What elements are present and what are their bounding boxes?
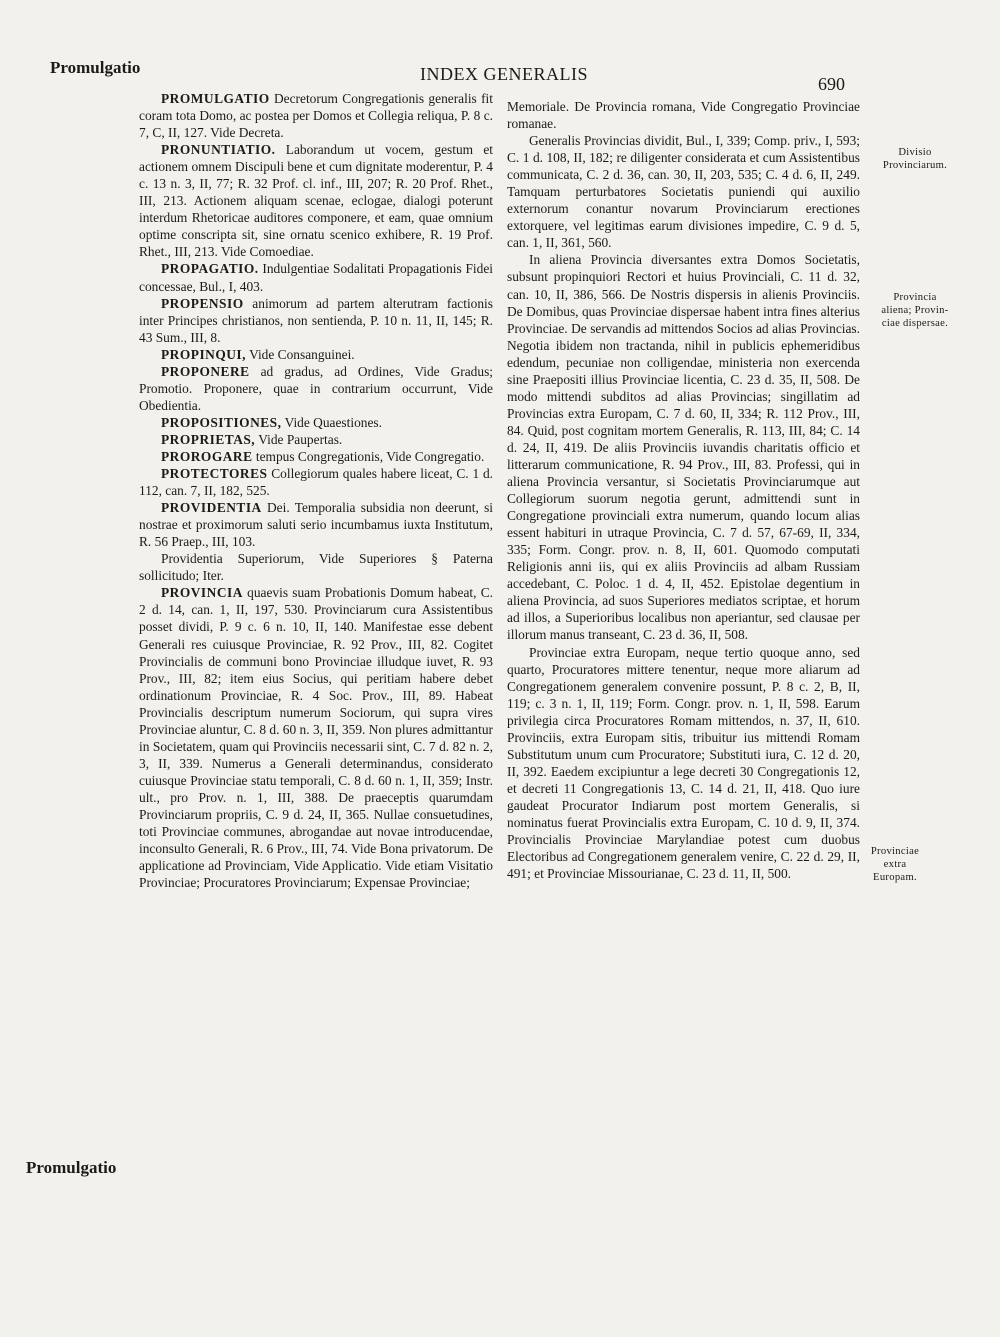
index-entry — [139, 141, 493, 260]
marginal-note-extra-europam — [840, 845, 950, 884]
entry-text: Generalis Provincias dividit, Bul., I, 339; Comp. priv., I, 593; C. 1 d. 108, II, 182; re diligenter considerata et cum Assistentibus communicata, C. 2 d. 36, can. 30, II, 203, 535; C. 4 d. 6, II, 249. Tamquam perturbatores Societatis puniendi qui auxilio externorum conantur novarum Provinciarum erectiones extorquere, vel legitimas earum divisiones impedire, C. 9 d. 5, can. 1, II, 361, 560. — [507, 133, 860, 251]
marginal-line: Provinciarum. — [882, 160, 948, 171]
index-entry — [139, 363, 493, 414]
index-entry — [139, 90, 493, 141]
entry-text: quaevis suam Probationis Domum habeat, C. 2 d. 14, can. 1, II, 197, 530. Provinciarum cura Assistentibus posset dividi, P. 9 c. 6 n. 10, II, 140. Manifestae esse debent Generali res cuiusque Provinciae, R. 92 Prov., III, 82. Cogitet Provincialis de communi bono Provinciae illudque iuvet, R. 93 Prov., III, 82; item eius Socius, qui peritiam habere debet ordinationum Provinciae, R. 4 Soc. Prov., III, 89. Habeat Provincialis descriptum numerum Sociorum, qui supra vires Provinciae aluntur, C. 8 d. 60 n. 3, II, 359. Non plures admittantur in Societatem, quam qui Provinciis necessarii sint, C. 7 d. 82 n. 2, 3, II, 339. Numerus a Generali determinandus, considerato cuiusque Provinciae statu temporali, C. 8 d. 60 n. 1, II, 359; Instr. ult., pro Prov. n. 1, III, 388. De praeceptis quarumdam Provinciarum propriis, C. 9 d. 24, II, 365. Nullae consuetudines, toti Provinciae communes, abrogandae aut novae introducendae, inconsulto Generali, R. 6 Prov., III, 74. Vide Bona privatorum. De applicatione ad Provinciam, Vide Applicatio. Vide etiam Visitatio Provinciae; Procuratores Provinciarum; Expensae Provinciae; — [139, 585, 493, 891]
index-entry — [139, 584, 493, 891]
entry-text: In aliena Provincia diversantes extra Domos Societatis, subsunt propinquiori Rectori et huius Provinciali, C. 11 d. 32, can. 10, II, 386, 566. De Nostris dispersis in alienis Provinciis. De Domibus, quas Provinciae dispersae habent intra fines alterius Provinciae. De servandis ad mittendos Socios ad alias Provincias. Negotia ibidem non tractanda, nihil in publicis ephemeridibus edendum, pecuniae non colligendae, ministeria non exercenda sine Praepositi illius Provinciae licentia, C. 23 d. 35, II, 508. De modo mittendi subditos ad alias Provincias; singillatim ad Provincias extra Europam, C. 7 d. 60, II, 334; R. 112 Prov., III, 84. Quid, post cognitam mortem Generalis, R. 113, III, 84; C. 14 d. 24, II, 419. De aliis Provinciis iuvandis charitatis officio et litterarum communicatione, R. 94 Prov., III, 83. Professi, qui in aliena Provincia versantur, si Societatis Provinciarumque aut Collegiorum suorum negotia gerunt, admittendi sunt in Congregatione provinciali extra numerum, quando locum alias essent habituri in utraque Provincia, C. 7 d. 57, 67-69, II, 334, 335; Form. Congr. prov. n. 8, II, 601. Quomodo computati Religionis anni iis, qui ex aliis Provinciis ad albam Russiam accedebant, C. Poloc. 1 d. 4, II, 452. Epistolae degentium in aliena Provincia, ad suos Superiores mediatos scriptae, et horum ad illos, a Superioribus localibus non aperiantur, sed clausae per illorum manus transeant, C. 23 d. 36, II, 508. — [507, 252, 860, 643]
entry-headword: PROPRIETAS, — [161, 431, 256, 447]
index-entry — [139, 499, 493, 550]
entry-headword: PROPOSITIONES, — [161, 414, 282, 430]
thumb-index-tab-top: Promulgatio — [50, 58, 141, 77]
entry-headword: PROTECTORES — [161, 466, 268, 482]
index-entry — [139, 295, 493, 346]
entry-headword: PROPONERE — [161, 363, 250, 379]
index-entry — [139, 550, 493, 584]
entry-text: Laborandum ut vocem, gestum et actionem omnem Discipuli bene et cum dignitate moderentur, P. 4 c. 13 n. 3, II, 77; R. 32 Prof. cl. inf., III, 207; R. 20 Prof. Rhet., III, 213. Actionem aliquam scenae, eclogae, dialogi poterunt interdum Rhetoricae auditores componere, et eam, quae omnium optime conscripta sit, sine ornatu scenico exhibere, R. 19 Prof. Rhet., III, 213. Vide Comoediae. — [139, 142, 493, 260]
entry-text: Decretorum Congregationis generalis fit coram tota Domo, ac postea per Domos et Collegia reliqua, P. 8 c. 7, C, II, 127. Vide Decreta. — [139, 91, 493, 141]
index-entry — [507, 98, 860, 132]
running-title: INDEX GENERALIS — [420, 64, 588, 84]
index-entry — [139, 260, 493, 294]
left-column — [139, 90, 493, 891]
thumb-index-tab-bottom: Promulgatio — [26, 1158, 117, 1177]
entry-headword: PROPAGATIO. — [161, 261, 259, 277]
entry-text: ad gradus, ad Ordines, Vide Gradus; Promotio. Proponere, quae in contrarium occurrunt, Vide Obedientia. — [139, 363, 493, 413]
index-entry — [139, 431, 493, 448]
marginal-line: Provinciae — [870, 846, 920, 857]
entry-text: Dei. Temporalia subsidia non deerunt, si nostrae et proximorum saluti serio incumbamus iuxta Institutum, R. 56 Praep., III, 103. — [139, 500, 493, 550]
page-number: 690 — [818, 74, 845, 94]
index-entry — [507, 644, 860, 883]
marginal-note-aliena — [860, 291, 970, 330]
marginal-line: ciae dispersae. — [881, 318, 949, 329]
entry-headword: PROPINQUI, — [161, 346, 246, 362]
entry-text: Indulgentiae Sodalitati Propagationis Fidei concessae, Bul., I, 403. — [139, 261, 493, 294]
entry-text: Vide Paupertas. — [255, 431, 343, 447]
marginal-line: Divisio — [898, 147, 932, 158]
entry-headword: PROROGARE — [161, 448, 253, 464]
right-column — [507, 98, 860, 882]
marginal-line: aliena; Provin- — [881, 305, 949, 316]
marginal-note-divisio — [860, 146, 970, 172]
entry-text: animorum ad partem alterutram factionis inter Principes christianos, non sentienda, P. 10 n. 11, II, 145; R. 43 Sum., III, 8. — [139, 295, 493, 345]
entry-text: Collegiorum quales habere liceat, C. 1 d. 112, can. 7, II, 182, 525. — [139, 466, 493, 499]
entry-headword: PROPENSIO — [161, 295, 244, 311]
index-entry — [507, 251, 860, 643]
marginal-line: Provincia — [893, 292, 937, 303]
entry-text: Vide Quaestiones. — [281, 414, 382, 430]
entry-headword: PROVIDENTIA — [161, 500, 262, 516]
entry-headword: PROMULGATIO — [161, 91, 270, 106]
marginal-line: Europam. — [873, 872, 917, 883]
entry-text: tempus Congregationis, Vide Congregatio. — [252, 448, 485, 464]
entry-text: Provinciae extra Europam, neque tertio quoque anno, sed quarto, Procuratores mittere tenentur, neque more aliarum ad Congregationem generalem convenire possunt, P. 8 c. 2, B, II, 119; c. 3 n. 1, II, 119; Form. Congr. prov. n. 1, II, 598. Earum privilegia circa Procuratores Romam mittendos, n. 37, II, 610. Provinciis, extra Europam sitis, tribuitur ius mittendi Romam Substitutum unum cum Procuratore; Substituti iura, C. 12 d. 20, II, 392. Eaedem excipiuntur a lege decreti 30 Congregationis 12, et decreti 11 Congregationis 13, C. 14 d. 21, II, 418. Quo iure gaudeat Procurator Indiarum post mortem Generalis, si nominatus fuerat Provincialis extra Europam, C. 10 d. 9, II, 374. Provincialis Provinciae Marylandiae potest cum duobus Electoribus ad Congregationem generalem venire, C. 22 d. 29, II, 491; et Provinciae Missourianae, C. 23 d. 11, II, 500. — [507, 644, 860, 882]
entry-headword: PRONUNTIATIO. — [161, 142, 276, 158]
entry-headword: PROVINCIA — [161, 585, 243, 601]
index-entry — [139, 346, 493, 363]
index-entry — [139, 465, 493, 499]
index-entry — [139, 448, 493, 465]
entry-text: Providentia Superiorum, Vide Superiores § Paterna sollicitudo; Iter. — [139, 551, 493, 584]
marginal-line: extra — [883, 859, 907, 870]
entry-text: Memoriale. De Provincia romana, Vide Congregatio Provinciae romanae. — [507, 99, 860, 132]
index-entry — [139, 414, 493, 431]
entry-text: Vide Consanguinei. — [245, 346, 355, 362]
index-entry — [507, 132, 860, 251]
